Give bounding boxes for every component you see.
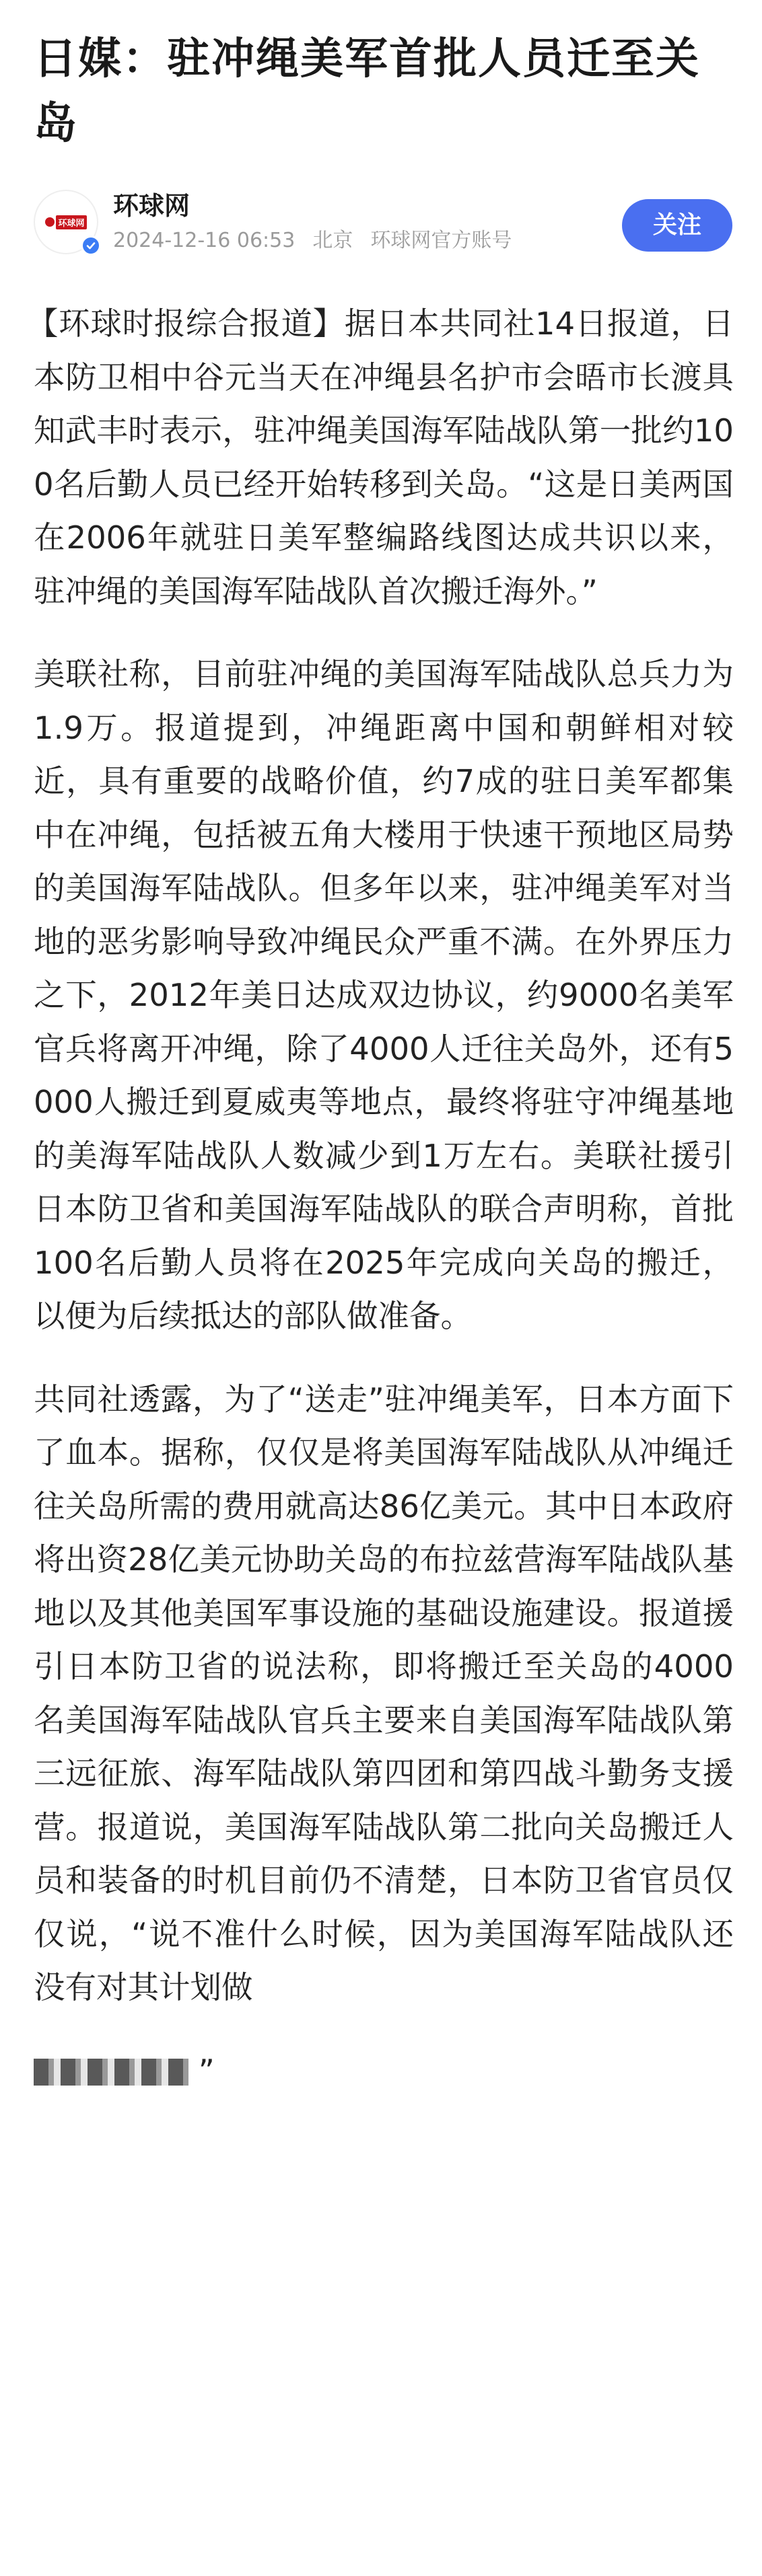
article-paragraph: 美联社称，目前驻冲绳的美国海军陆战队总兵力为1.9万。报道提到，冲绳距离中国和朝鲜相对较近，具有重要的战略价值，约7成的驻日美军都集中在冲绳，包括被五角大楼用于快速干预地区局势的美国海军陆战队。但多年以来，驻冲绳美军对当地的恶劣影响导致冲绳民众严重不满。在外界压力之下，2012年美日达成双边协议，约9000名美军官兵将离开冲绳，除了4000人迁往关岛外，还有5000人搬迁到夏威夷等地点，最终将驻守冲绳基地的美海军陆战队人数减少到1万左右。美联社援引日本防卫省和美国海军陆战队的联合声明称，首批100名后勤人员将在2025年完成向关岛的搬迁，以便为后续抵达的部队做准备。 [34, 656, 734, 1334]
article-paragraph-trailing [34, 2045, 734, 2098]
huanqiu-logo-icon: 环球网 [45, 215, 86, 229]
redacted-text-bar [34, 2059, 188, 2086]
follow-button[interactable]: 关注 [622, 199, 732, 252]
article-title: 日媒：驻冲绳美军首批人员迁至关岛 [34, 34, 700, 149]
article-body [27, 297, 734, 2098]
article-meta [113, 226, 529, 256]
source-name[interactable]: 环球网 [113, 191, 190, 221]
article-paragraph: 【环球时报综合报道】据日本共同社14日报道，日本防卫相中谷元当天在冲绳县名护市会晤市长渡具知武丰时表示，驻冲绳美国海军陆战队第一批约100名后勤人员已经开始转移到关岛。“这是日美两国在2006年就驻日美军整编路线图达成共识以来，驻冲绳的美国海军陆战队首次搬迁海外。” [27, 305, 734, 610]
author-row [34, 187, 734, 268]
publish-location: 北京 [312, 229, 353, 252]
trailing-quote: ” [198, 2052, 215, 2089]
article-paragraph: 共同社透露，为了“送走”驻冲绳美军，日本方面下了血本。据称，仅仅是将美国海军陆战队从冲绳迁往关岛所需的费用就高达86亿美元。其中日本政府将出资28亿美元协助关岛的布拉兹营海军陆战队基地以及其他美国军事设施的基础设施建设。报道援引日本防卫省的说法称，即将搬迁至关岛的4000名美国海军陆战队官兵主要来自美国海军陆战队第三远征旅、海军陆战队第四团和第四战斗勤务支援营。报道说，美国海军陆战队第二批向关岛搬迁人员和装备的时机目前仍不清楚，日本防卫省官员仅仅说，“说不准什么时候，因为美国海军陆战队还没有对其计划做 [34, 1381, 734, 2005]
account-type: 环球网官方账号 [370, 229, 512, 252]
publish-date: 2024-12-16 06:53 [113, 229, 296, 252]
verified-check-icon [81, 235, 101, 256]
